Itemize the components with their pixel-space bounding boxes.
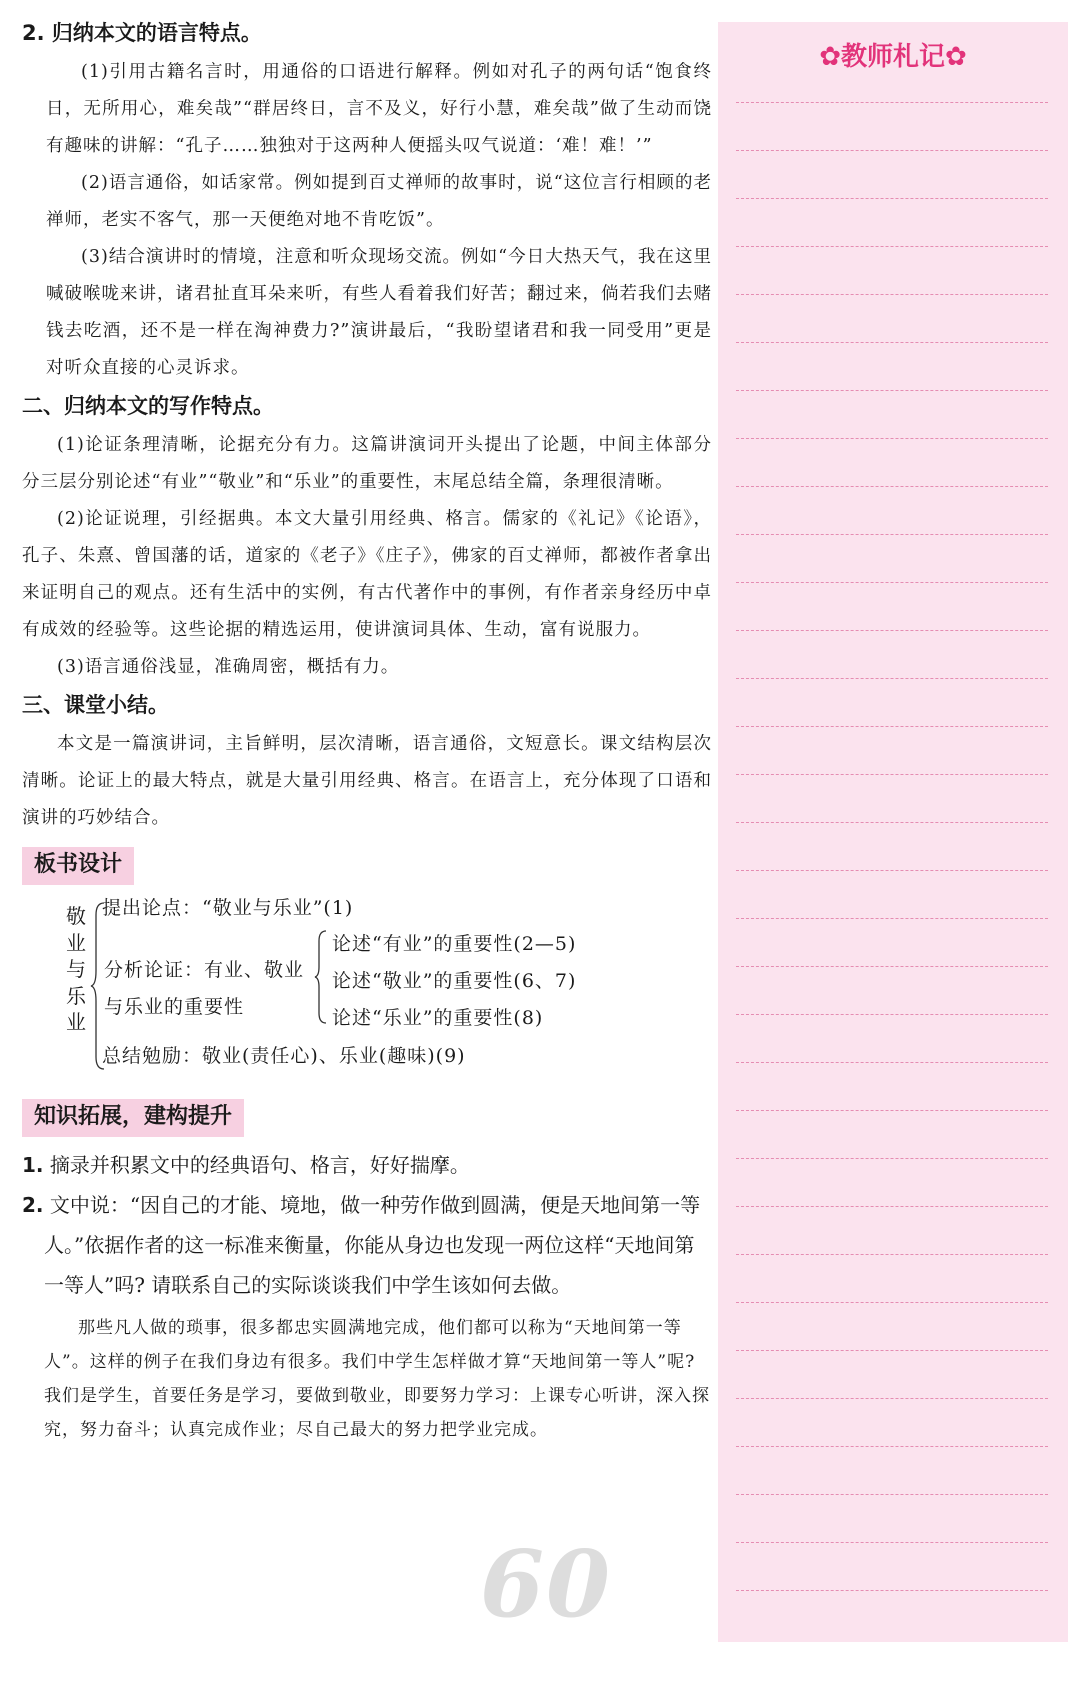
board-sub-2: 论述“敬业”的重要性(6、7) (332, 970, 577, 992)
board-analysis-line1: 分析论证：有业、敬业 (104, 959, 305, 981)
note-line (736, 630, 1048, 631)
note-line (736, 1398, 1048, 1399)
note-line (736, 198, 1048, 199)
note-line (736, 726, 1048, 727)
question-number: 1. (22, 1153, 44, 1177)
note-line (736, 438, 1048, 439)
section3-heading: 三、课堂小结。 (22, 693, 169, 717)
note-line (736, 678, 1048, 679)
note-line (736, 582, 1048, 583)
note-line (736, 1302, 1048, 1303)
note-line (736, 870, 1048, 871)
question-1 (22, 1145, 712, 1185)
paragraph: (1)引用古籍名言时，用通俗的口语进行解释。例如对孔子的两句话“饱食终日，无所用心，难矣哉”“群居终日，言不及义，好行小慧，难矣哉”做了生动而饶有趣味的讲解：“孔子……独独对于这两种人便摇头叹气说道：‘难！难！’” (46, 62, 712, 156)
board-analysis-line2: 与乐业的重要性 (104, 996, 245, 1018)
note-line (736, 102, 1048, 103)
board-line-summary: 总结勉励：敬业(责任心)、乐业(趣味)(9) (102, 1045, 466, 1067)
teacher-notes-panel (718, 22, 1068, 1642)
note-line (736, 1014, 1048, 1015)
note-line (736, 918, 1048, 919)
board-design-tag: 板书设计 (22, 847, 134, 885)
note-line (736, 1446, 1048, 1447)
note-line (736, 1254, 1048, 1255)
note-line (736, 150, 1048, 151)
answer-text: 那些凡人做的琐事，很多都忠实圆满地完成，他们都可以称为“天地间第一等人”。这样的例子在我们身边有很多。我们中学生怎样做才算“天地间第一等人”呢? 我们是学生，首要任务是学习，要做到敬业，即要努力学习：上课专心听讲，深入探究，努力奋斗；认真完成作业；尽自己最大的努力把学业完成。 (44, 1318, 710, 1440)
board-sub-1: 论述“有业”的重要性(2—5) (332, 933, 577, 955)
note-line (736, 1158, 1048, 1159)
paragraph: (1)论证条理清晰，论据充分有力。这篇讲演词开头提出了论题，中间主体部分分三层分别论述“有业”“敬业”和“乐业”的重要性，末尾总结全篇，条理很清晰。 (22, 435, 712, 492)
question-text: 文中说：“因自己的才能、境地，做一种劳作做到圆满，便是天地间第一等人。”依据作者的这一标准来衡量，你能从身边也发现一两位这样“天地间第一等人”吗? 请联系自己的实际谈谈我们中学生该如何去做。 (44, 1193, 701, 1297)
paragraph: (3)语言通俗浅显，准确周密，概括有力。 (57, 657, 400, 677)
paragraph: (3)结合演讲时的情境，注意和听众现场交流。例如“今日大热天气，我在这里喊破喉咙来讲，诸君扯直耳朵来听，有些人看着我们好苦；翻过来，倘若我们去赌钱去吃酒，还不是一样在淘神费力?”演讲最后，“我盼望诸君和我一同受用”更是对听众直接的心灵诉求。 (46, 247, 712, 378)
question-text: 摘录并积累文中的经典语句、格言，好好揣摩。 (49, 1153, 470, 1177)
paragraph: (2)论证说理，引经据典。本文大量引用经典、格言。儒家的《礼记》《论语》，孔子、朱熹、曾国藩的话，道家的《老子》《庄子》，佛家的百丈禅师，都被作者拿出来证明自己的观点。还有生活中的实例，有古代著作中的事例，有作者亲身经历中卓有成效的经验等。这些论据的精选运用，使讲演词具体、生动，富有说服力。 (22, 509, 712, 640)
note-line (736, 1590, 1048, 1591)
note-line (736, 342, 1048, 343)
note-line (736, 534, 1048, 535)
question-2 (22, 1185, 712, 1305)
note-line (736, 966, 1048, 967)
board-design (22, 893, 712, 1093)
paragraph: 本文是一篇演讲词，主旨鲜明，层次清晰，语言通俗，文短意长。课文结构层次清晰。论证上的最大特点，就是大量引用经典、格言。在语言上，充分体现了口语和演讲的巧妙结合。 (22, 734, 712, 828)
board-sub-3: 论述“乐业”的重要性(8) (332, 1007, 544, 1029)
teacher-notes-title: ✿教师札记✿ (819, 42, 967, 72)
section2-heading: 二、归纳本文的写作特点。 (22, 394, 274, 418)
note-line (736, 1494, 1048, 1495)
main-content (22, 18, 712, 1447)
note-line (736, 1062, 1048, 1063)
note-line (736, 390, 1048, 391)
note-line (736, 1542, 1048, 1543)
note-line (736, 294, 1048, 295)
note-line (736, 1350, 1048, 1351)
board-line-thesis: 提出论点：“敬业与乐业”(1) (102, 897, 354, 919)
extension-tag: 知识拓展，建构提升 (22, 1099, 244, 1137)
note-line (736, 486, 1048, 487)
note-line (736, 822, 1048, 823)
question-number: 2. (22, 1193, 44, 1217)
section1-heading: 2. 归纳本文的语言特点。 (22, 21, 262, 45)
note-line (736, 1206, 1048, 1207)
sub-brace-icon (314, 929, 328, 1025)
page-number: 60 (480, 1530, 613, 1638)
note-line (736, 1110, 1048, 1111)
board-main-title: 敬业与乐业 (66, 904, 87, 1034)
note-line (736, 246, 1048, 247)
note-line (736, 774, 1048, 775)
paragraph: (2)语言通俗，如话家常。例如提到百丈禅师的故事时，说“这位言行相顾的老禅师，老实不客气，那一天便绝对地不肯吃饭”。 (46, 173, 712, 230)
